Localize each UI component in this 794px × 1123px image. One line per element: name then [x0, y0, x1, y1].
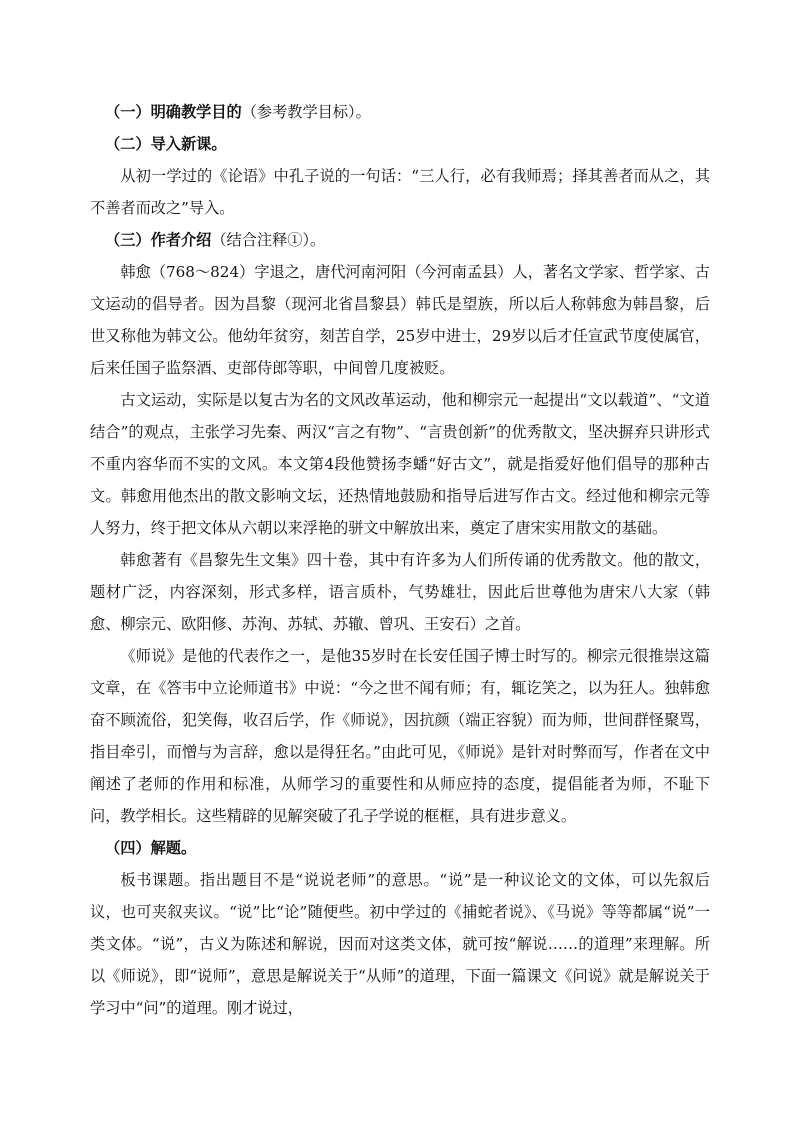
heading-bold-text: （二）导入新课。: [105, 135, 227, 153]
paragraph-shishuo-background: 《师说》是他的代表作之一，是他35岁时在长安任国子博士时写的。柳宗元很推崇这篇文章，在《答韦中立论师道书》中说：“今之世不闻有师；有，辄讫笑之，以为狂人。独韩愈奋不顾流俗，犯笑侮，收召后学，作《师说》，因抗颜（端正容貌）而为师，世间群怪聚骂，指目牵引，而憎与为言辞，愈以是得狂名。”由此可见，《师说》是针对时弊而写，作者在文中阐述了老师的作用和标准，从师学习的重要性和从师应持的态度，提倡能者为师，不耻下问，教学相长。这些精辟的见解突破了孔子学说的框框，具有进步意义。: [90, 647, 710, 825]
heading-note-text: （结合注释①）。: [211, 231, 326, 249]
paragraph-author-bio: 韩愈（768～824）字退之，唐代河南河阳（今河南孟县）人，著名文学家、哲学家、古文运动的倡导者。因为昌黎（现河北省昌黎县）韩氏是望族，所以后人称韩愈为韩昌黎，后世又称他为韩文公。他幼年贫穷，刻苦自学，25岁中进士，29岁以后才任宣武节度使属官，后来任国子监祭酒、吏部侍郎等职，中间曾几度被贬。: [90, 263, 710, 377]
heading-bold-text: （一）明确教学目的: [105, 103, 242, 121]
section-heading-title-explanation: [90, 832, 710, 864]
section-heading-introduction: [90, 128, 710, 160]
paragraph-classical-prose-movement: 古文运动，实际是以复古为名的文风改革运动，他和柳宗元一起提出“文以载道”、“文道结合”的观点，主张学习先秦、两汉“言之有物”、“言贵创新”的优秀散文，坚决摒弃只讲形式不重内容华而不实的文风。本文第4段他赞扬李蟠“好古文”，就是指爱好他们倡导的那种古文。韩愈用他杰出的散文影响文坛，还热情地鼓励和指导后进写作古文。经过他和柳宗元等人努力，终于把文体从六朝以来浮艳的骈文中解放出来，奠定了唐宋实用散文的基础。: [90, 391, 710, 537]
heading-bold-text: （三）作者介绍: [105, 231, 212, 249]
paragraph-author-works: 韩愈著有《昌黎先生文集》四十卷，其中有许多为人们所传诵的优秀散文。他的散文，题材广泛，内容深刻，形式多样，语言质朴，气势雄壮，因此后世尊他为唐宋八大家（韩愈、柳宗元、欧阳修、苏洵、苏轼、苏辙、曾巩、王安石）之首。: [90, 551, 710, 633]
section-heading-teaching-goal: [90, 96, 710, 128]
document-body: [90, 96, 710, 1024]
paragraph-intro: 从初一学过的《论语》中孔子说的一句话：“三人行，必有我师焉；择其善者而从之，其不善者而改之”导入。: [90, 167, 710, 217]
heading-note-text: （参考教学目标）。: [241, 103, 371, 121]
heading-bold-text: （四）解题。: [105, 839, 197, 857]
paragraph-title-explanation: 板书课题。指出题目不是“说说老师”的意思。“说”是一种议论文的文体，可以先叙后议，也可夹叙夹议。“说”比“论”随便些。初中学过的《捕蛇者说》、《马说》等等都属“说”一类文体。“说”，古义为陈述和解说，因而对这类文体，就可按“解说……的道理”来理解。所以《师说》，即“说师”，意思是解说关于“从师”的道理，下面一篇课文《问说》就是解说关于学习中“问”的道理。刚才说过，: [90, 871, 710, 1017]
section-heading-author: [90, 224, 710, 256]
